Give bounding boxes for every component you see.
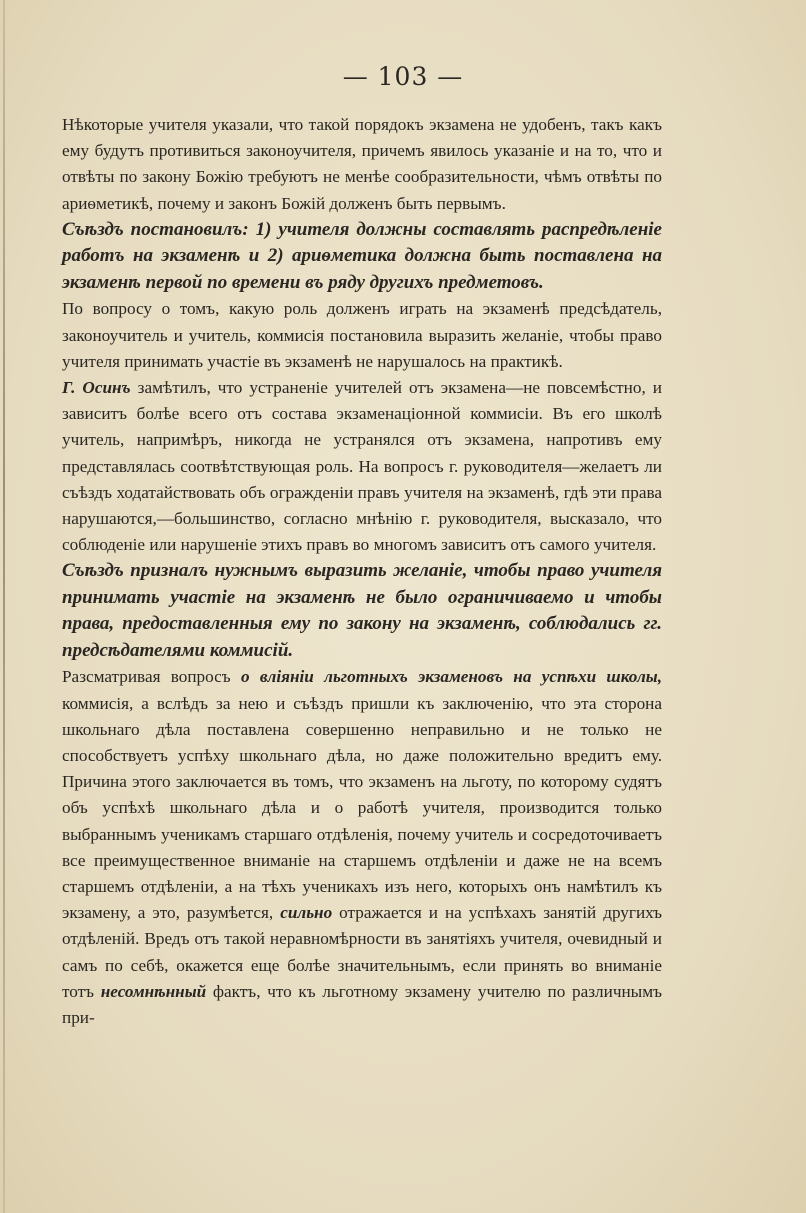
paragraph-chairman-role: По вопросу о томъ, какую роль долженъ играть на экзаменѣ предсѣдатель, законоучитель и учитель, коммисія постановила выразить желаніе, чтобы право учителя принимать участіе въ экзаменѣ не нарушалось на практикѣ. [62, 299, 662, 371]
paragraph-privileged-exams [62, 664, 662, 1031]
osin-remark-text: замѣтилъ, что устраненіе учителей отъ экзамена—не повсемѣстно, и зависитъ болѣе всего отъ состава экзаменаціонной коммисіи. Въ его школѣ учитель, напримѣръ, никогда не устранялся отъ экзамена, напротивъ ему представлялась соотвѣтствующая роль. На вопросъ г. руководителя—желаетъ ли съѣздъ ходатайствовать объ огражденіи правъ учителя на экзаменѣ, гдѣ эти права нарушаются,—большинство, согласно мнѣнію г. руководителя, высказало, что соблюденіе или нарушеніе этихъ правъ во многомъ зависитъ отъ самого учителя. [62, 377, 662, 555]
page-body [62, 112, 662, 1031]
text-segment: коммисія, а вслѣдъ за нею и съѣздъ пришли къ заключенію, что эта сторона школьнаго дѣла поставлена совершенно неправильно и не только не способствуетъ успѣху школьнаго дѣла, но даже положительно вредитъ ему. Причина этого заключается въ томъ, что экзаменъ на льготу, по которому судятъ объ успѣхѣ школьнаго дѣла и о работѣ учителя, производится только выбраннымъ ученикамъ старшаго отдѣленія, почему учитель и сосредоточиваетъ все преимущественное вниманіе на старшемъ отдѣленіи и даже не на всемъ старшемъ отдѣленіи, а на тѣхъ ученикахъ изъ него, которыхъ онъ намѣтилъ къ экзамену, а это, разумѣется, [62, 693, 662, 923]
text-segment: фактъ, что къ льготному экзамену учителю по различнымъ при- [62, 981, 662, 1027]
page-number: — 103 — [342, 62, 464, 91]
paragraph-osin-remark [62, 375, 662, 558]
speaker-name: Г. Осинъ [62, 377, 131, 397]
emphasized-topic: о вліяніи льготныхъ экзаменовъ на успѣхи школы, [240, 667, 663, 687]
text-segment: Разсматривая вопросъ [62, 667, 241, 687]
paragraph-teachers-remarks: Нѣкоторые учителя указали, что такой порядокъ экзамена не удобенъ, такъ какъ ему будутъ противиться законоучителя, причемъ явилось указаніе и на то, что и отвѣты по закону Божію требуютъ не менѣе сообразительности, чѣмъ отвѣты по ариѳметикѣ, почему и законъ Божій долженъ быть первымъ. [62, 115, 662, 213]
resolution-teacher-rights: Съѣздъ призналъ нужнымъ выразить желаніе, чтобы право учителя принимать участіе на экзаменѣ не было ограничиваемо и чтобы права, предоставленныя ему по закону на экзаменѣ, соблюдались гг. предсѣдателями коммисій. [62, 560, 662, 661]
page-edge-line [3, 0, 5, 1213]
text-segment: отражается и на успѣхахъ занятій другихъ отдѣленій. Вредъ отъ такой неравномѣрности въ занятіяхъ учителя, очевидный и самъ по себѣ, окажется еще болѣе значительнымъ, если принять во вниманіе тотъ [62, 903, 662, 1001]
emphasized-word: несомнѣнный [100, 981, 207, 1001]
resolution-exam-order: Съѣздъ постановилъ: 1) учителя должны составлять распредѣленіе работъ на экзаменѣ и 2) ариѳметика должна быть поставлена на экзаменѣ первой по времени въ ряду другихъ предметовъ. [62, 218, 662, 293]
emphasized-word: сильно [280, 903, 333, 923]
